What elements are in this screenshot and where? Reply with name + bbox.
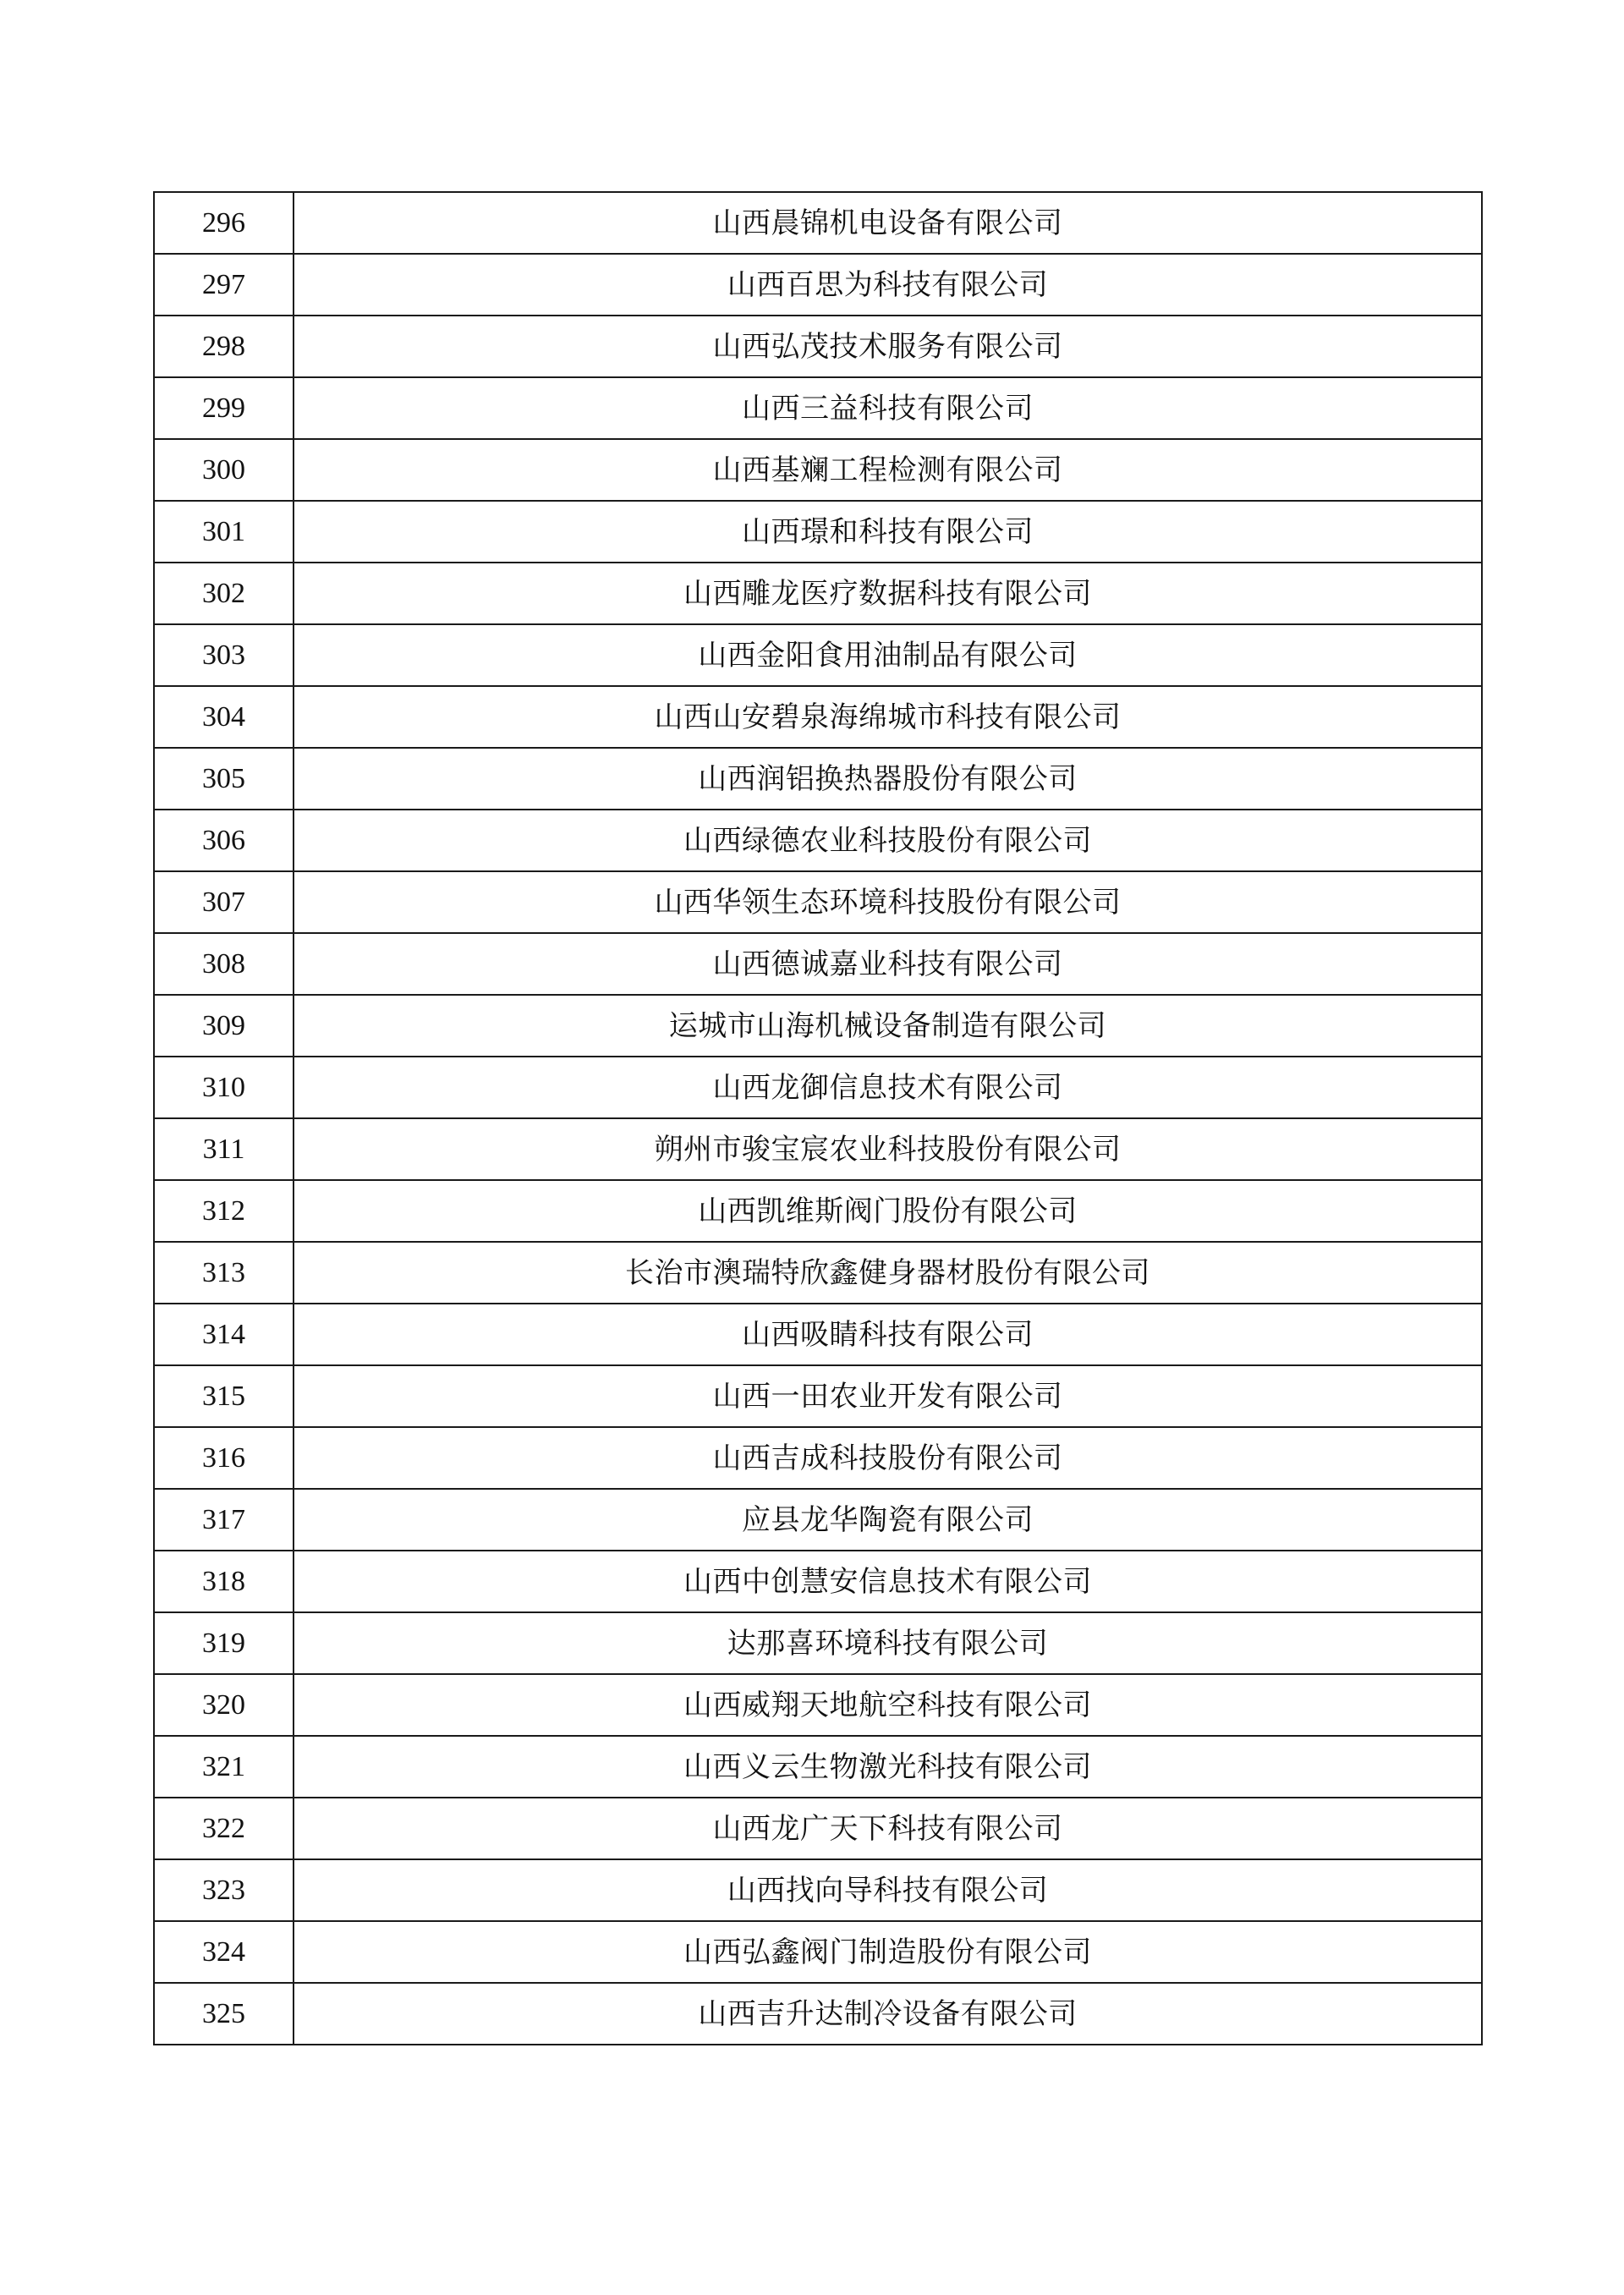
row-number-cell: 303 [154, 624, 294, 686]
row-number-cell: 317 [154, 1489, 294, 1551]
company-name-cell: 山西雕龙医疗数据科技有限公司 [294, 563, 1482, 624]
table-row [154, 1674, 1482, 1736]
company-name-cell: 山西威翔天地航空科技有限公司 [294, 1674, 1482, 1736]
table-row [154, 810, 1482, 871]
company-name-cell: 山西龙广天下科技有限公司 [294, 1798, 1482, 1859]
company-name-cell: 山西弘茂技术服务有限公司 [294, 316, 1482, 377]
company-name-cell: 运城市山海机械设备制造有限公司 [294, 995, 1482, 1057]
table-row [154, 439, 1482, 501]
row-number-cell: 321 [154, 1736, 294, 1798]
table-row [154, 377, 1482, 439]
table-row [154, 1551, 1482, 1612]
row-number-cell: 314 [154, 1304, 294, 1365]
company-name-cell: 山西德诚嘉业科技有限公司 [294, 933, 1482, 995]
table-row [154, 501, 1482, 563]
company-list-body [154, 192, 1482, 2045]
company-name-cell: 山西金阳食用油制品有限公司 [294, 624, 1482, 686]
row-number-cell: 324 [154, 1921, 294, 1983]
table-row [154, 254, 1482, 316]
row-number-cell: 306 [154, 810, 294, 871]
row-number-cell: 304 [154, 686, 294, 748]
table-row [154, 563, 1482, 624]
table-row [154, 624, 1482, 686]
company-name-cell: 山西百思为科技有限公司 [294, 254, 1482, 316]
row-number-cell: 300 [154, 439, 294, 501]
company-name-cell: 山西璟和科技有限公司 [294, 501, 1482, 563]
row-number-cell: 296 [154, 192, 294, 254]
table-row [154, 748, 1482, 810]
table-row [154, 871, 1482, 933]
row-number-cell: 323 [154, 1859, 294, 1921]
table-row [154, 1057, 1482, 1118]
row-number-cell: 298 [154, 316, 294, 377]
company-name-cell: 山西义云生物激光科技有限公司 [294, 1736, 1482, 1798]
company-name-cell: 山西绿德农业科技股份有限公司 [294, 810, 1482, 871]
table-row [154, 1736, 1482, 1798]
table-row [154, 1489, 1482, 1551]
company-name-cell: 山西山安碧泉海绵城市科技有限公司 [294, 686, 1482, 748]
table-row [154, 1242, 1482, 1304]
company-list-table [153, 191, 1483, 2045]
row-number-cell: 325 [154, 1983, 294, 2045]
row-number-cell: 318 [154, 1551, 294, 1612]
table-row [154, 1859, 1482, 1921]
row-number-cell: 302 [154, 563, 294, 624]
company-name-cell: 山西龙御信息技术有限公司 [294, 1057, 1482, 1118]
row-number-cell: 322 [154, 1798, 294, 1859]
row-number-cell: 312 [154, 1180, 294, 1242]
table-row [154, 192, 1482, 254]
company-name-cell: 山西吸睛科技有限公司 [294, 1304, 1482, 1365]
company-name-cell: 山西三益科技有限公司 [294, 377, 1482, 439]
row-number-cell: 301 [154, 501, 294, 563]
row-number-cell: 308 [154, 933, 294, 995]
table-row [154, 1921, 1482, 1983]
company-name-cell: 山西基斓工程检测有限公司 [294, 439, 1482, 501]
company-name-cell: 朔州市骏宝宸农业科技股份有限公司 [294, 1118, 1482, 1180]
row-number-cell: 311 [154, 1118, 294, 1180]
table-row [154, 933, 1482, 995]
row-number-cell: 305 [154, 748, 294, 810]
row-number-cell: 310 [154, 1057, 294, 1118]
row-number-cell: 307 [154, 871, 294, 933]
table-row [154, 1612, 1482, 1674]
company-name-cell: 山西弘鑫阀门制造股份有限公司 [294, 1921, 1482, 1983]
row-number-cell: 309 [154, 995, 294, 1057]
table-row [154, 1427, 1482, 1489]
company-name-cell: 山西吉升达制冷设备有限公司 [294, 1983, 1482, 2045]
company-name-cell: 山西凯维斯阀门股份有限公司 [294, 1180, 1482, 1242]
row-number-cell: 315 [154, 1365, 294, 1427]
table-row [154, 1365, 1482, 1427]
row-number-cell: 313 [154, 1242, 294, 1304]
company-name-cell: 山西晨锦机电设备有限公司 [294, 192, 1482, 254]
row-number-cell: 299 [154, 377, 294, 439]
row-number-cell: 316 [154, 1427, 294, 1489]
company-name-cell: 达那喜环境科技有限公司 [294, 1612, 1482, 1674]
table-row [154, 1118, 1482, 1180]
company-name-cell: 长治市澳瑞特欣鑫健身器材股份有限公司 [294, 1242, 1482, 1304]
table-row [154, 1983, 1482, 2045]
table-row [154, 1304, 1482, 1365]
table-row [154, 995, 1482, 1057]
table-row [154, 686, 1482, 748]
table-row [154, 1798, 1482, 1859]
company-name-cell: 山西润铝换热器股份有限公司 [294, 748, 1482, 810]
company-name-cell: 山西吉成科技股份有限公司 [294, 1427, 1482, 1489]
table-row [154, 316, 1482, 377]
company-name-cell: 应县龙华陶瓷有限公司 [294, 1489, 1482, 1551]
row-number-cell: 320 [154, 1674, 294, 1736]
row-number-cell: 297 [154, 254, 294, 316]
company-name-cell: 山西中创慧安信息技术有限公司 [294, 1551, 1482, 1612]
row-number-cell: 319 [154, 1612, 294, 1674]
company-name-cell: 山西一田农业开发有限公司 [294, 1365, 1482, 1427]
table-row [154, 1180, 1482, 1242]
company-name-cell: 山西找向导科技有限公司 [294, 1859, 1482, 1921]
company-name-cell: 山西华领生态环境科技股份有限公司 [294, 871, 1482, 933]
